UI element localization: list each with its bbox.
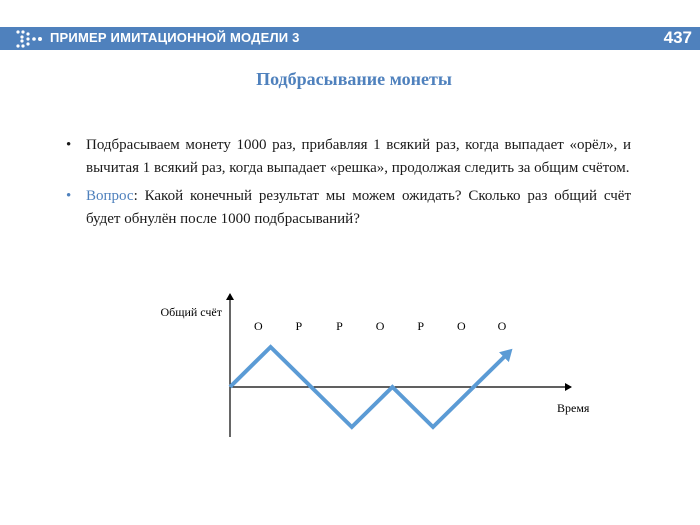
bullet-marker: • [66,188,72,204]
page-number: 437 [663,28,692,47]
outcome-label: Р [295,319,303,333]
outcome-label: О [456,319,466,333]
slide-title: Подбрасывание монеты [256,69,452,89]
outcome-label: Р [417,319,425,333]
x-axis-label: Время [557,401,590,415]
outcome-label: Р [336,319,343,333]
question-label: Вопрос [86,188,134,204]
bullet-text: : Какой конечный результат мы можем ожидать? Сколько раз общий счёт будет обнулён после 1000 подбрасываний? [86,188,631,227]
outcome-label: О [497,319,507,333]
bullet-text: Подбрасываем монету 1000 раз, прибавляя 1 всякий раз, когда выпадает «орёл», и вычитая 1 всякий раз, когда выпадает «решка», продолжая следить за общим счётом. [86,137,631,176]
outcome-labels [254,319,507,333]
header-title: ПРИМЕР ИМИТАЦИОННОЙ МОДЕЛИ 3 [50,30,300,45]
y-axis-label: Общий счёт [160,305,222,319]
bullet-marker: • [66,137,72,153]
outcome-label: О [253,319,263,333]
outcome-label: О [375,319,385,333]
